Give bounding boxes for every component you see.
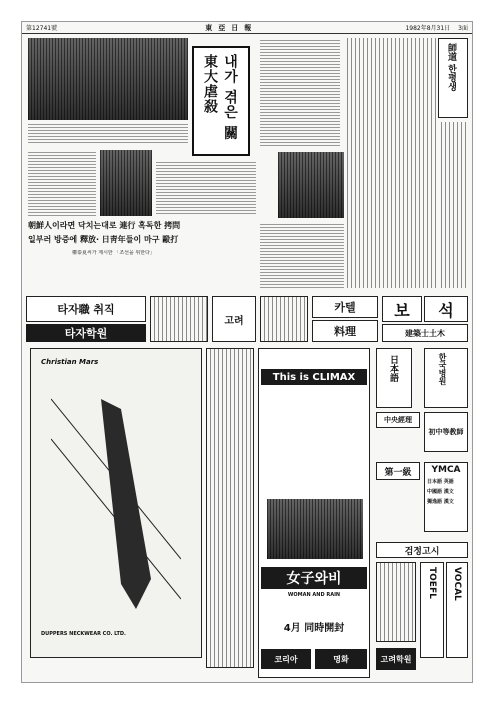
article-headline-1: 朝鮮人이라면 닥치는대로 連行 혹독한 拷問 — [28, 221, 181, 230]
side-column-text — [438, 122, 468, 288]
ad-ryori-text: 料理 — [334, 325, 356, 338]
necktie-brand: Christian Mars — [41, 358, 99, 366]
ad-building-text: 建築士土木 — [405, 328, 445, 338]
middle-column-text — [260, 38, 340, 148]
movie-title: 女子와비 — [261, 567, 367, 589]
movie-open: 4月 同時開封 — [283, 622, 345, 634]
necktie-illustration — [51, 379, 181, 619]
ad-seok — [424, 296, 468, 322]
ymca-line-3: 獨逸語 漢文 — [427, 499, 454, 505]
ad-seok-text: 석 — [438, 300, 454, 320]
ad-school-listing — [150, 296, 208, 342]
ad-misc-1 — [260, 296, 308, 342]
page-number: 3面 — [458, 25, 468, 32]
crowd-photo — [28, 38, 188, 120]
ad-typing-text: 타자職 취직 — [57, 303, 115, 316]
ad-bo-text: 보 — [394, 300, 410, 320]
side-column-title-box — [438, 38, 468, 118]
ad-gumjung-text: 검정고시 — [404, 546, 440, 557]
ad-gumjung — [376, 542, 468, 558]
article-body-right — [156, 160, 256, 216]
ad-katel-text: 카텔 — [334, 301, 356, 314]
woman-portrait — [278, 152, 344, 218]
ad-first-class — [376, 462, 420, 480]
ad-gumjung-school: 고려학원 — [376, 648, 416, 670]
right-column-text — [344, 38, 436, 288]
movie-title-en: WOMAN AND RAIN — [287, 592, 341, 598]
ad-bo — [382, 296, 422, 322]
newspaper-page — [22, 22, 472, 682]
ad-first-class-text: 第一級 — [384, 467, 412, 478]
article-title: 내가 겪은 關東大虐殺 — [202, 54, 238, 141]
theater-2: 명화 — [315, 649, 367, 669]
ad-ymca — [424, 462, 468, 532]
ad-hospital — [424, 348, 468, 408]
movie-climax: This is CLIMAX — [261, 369, 367, 385]
masthead: 東亞日報 — [205, 23, 258, 32]
ad-typing-school: 타자학원 — [26, 324, 146, 342]
ad-building — [382, 324, 468, 342]
middle-lower-text — [260, 222, 350, 288]
ad-necktie — [30, 348, 202, 658]
ad-japanese — [376, 348, 412, 408]
issue-number: 第12741號 — [26, 25, 58, 32]
ad-katel — [312, 296, 378, 318]
photo-caption-text — [28, 122, 188, 144]
page-header — [22, 22, 472, 34]
ad-hospital-text: 한국병원 — [438, 353, 447, 385]
ad-ryori — [312, 320, 378, 342]
movie-still — [267, 499, 363, 559]
ad-gumjung-detail — [376, 562, 416, 642]
ad-movie — [258, 348, 370, 678]
issue-date: 1982年8月31日 — [405, 25, 451, 32]
necktie-maker: DUPPERS NECKWEAR CO. LTD. — [41, 631, 126, 637]
ad-business — [376, 412, 420, 428]
side-column-title: 師道 한평생 — [446, 43, 456, 92]
ad-teacher — [424, 412, 468, 452]
article-headline-2: 일부러 방증에 釋放· 日靑年들이 마구 毆打 — [28, 235, 179, 244]
ad-ymca-title: YMCA — [431, 465, 461, 475]
ymca-line-2: 中國語 漢文 — [427, 489, 454, 495]
classified-column — [206, 348, 254, 668]
ad-toefl-text: TOEFL — [427, 567, 437, 599]
article-caption: 權泰夏씨가 제시한 「조선을 위한다」 — [72, 250, 155, 256]
ad-typing — [26, 296, 146, 322]
author-portrait — [100, 150, 152, 216]
ad-toefl — [420, 562, 444, 658]
article-body-left — [28, 150, 96, 216]
ad-business-text: 中央經理 — [384, 416, 412, 424]
article-title-box — [192, 46, 250, 156]
ad-kodaek — [212, 296, 256, 342]
ad-kodaek-text: 고려 — [224, 315, 244, 327]
theater-1: 코리아 — [261, 649, 311, 669]
ad-teacher-text: 初中等教師 — [428, 428, 464, 436]
ymca-line-1: 日本語 英語 — [427, 479, 454, 485]
ad-japanese-text: 日本語 — [388, 355, 398, 382]
ad-vocal-text: VOCAL — [452, 567, 462, 601]
ad-vocal — [446, 562, 468, 658]
